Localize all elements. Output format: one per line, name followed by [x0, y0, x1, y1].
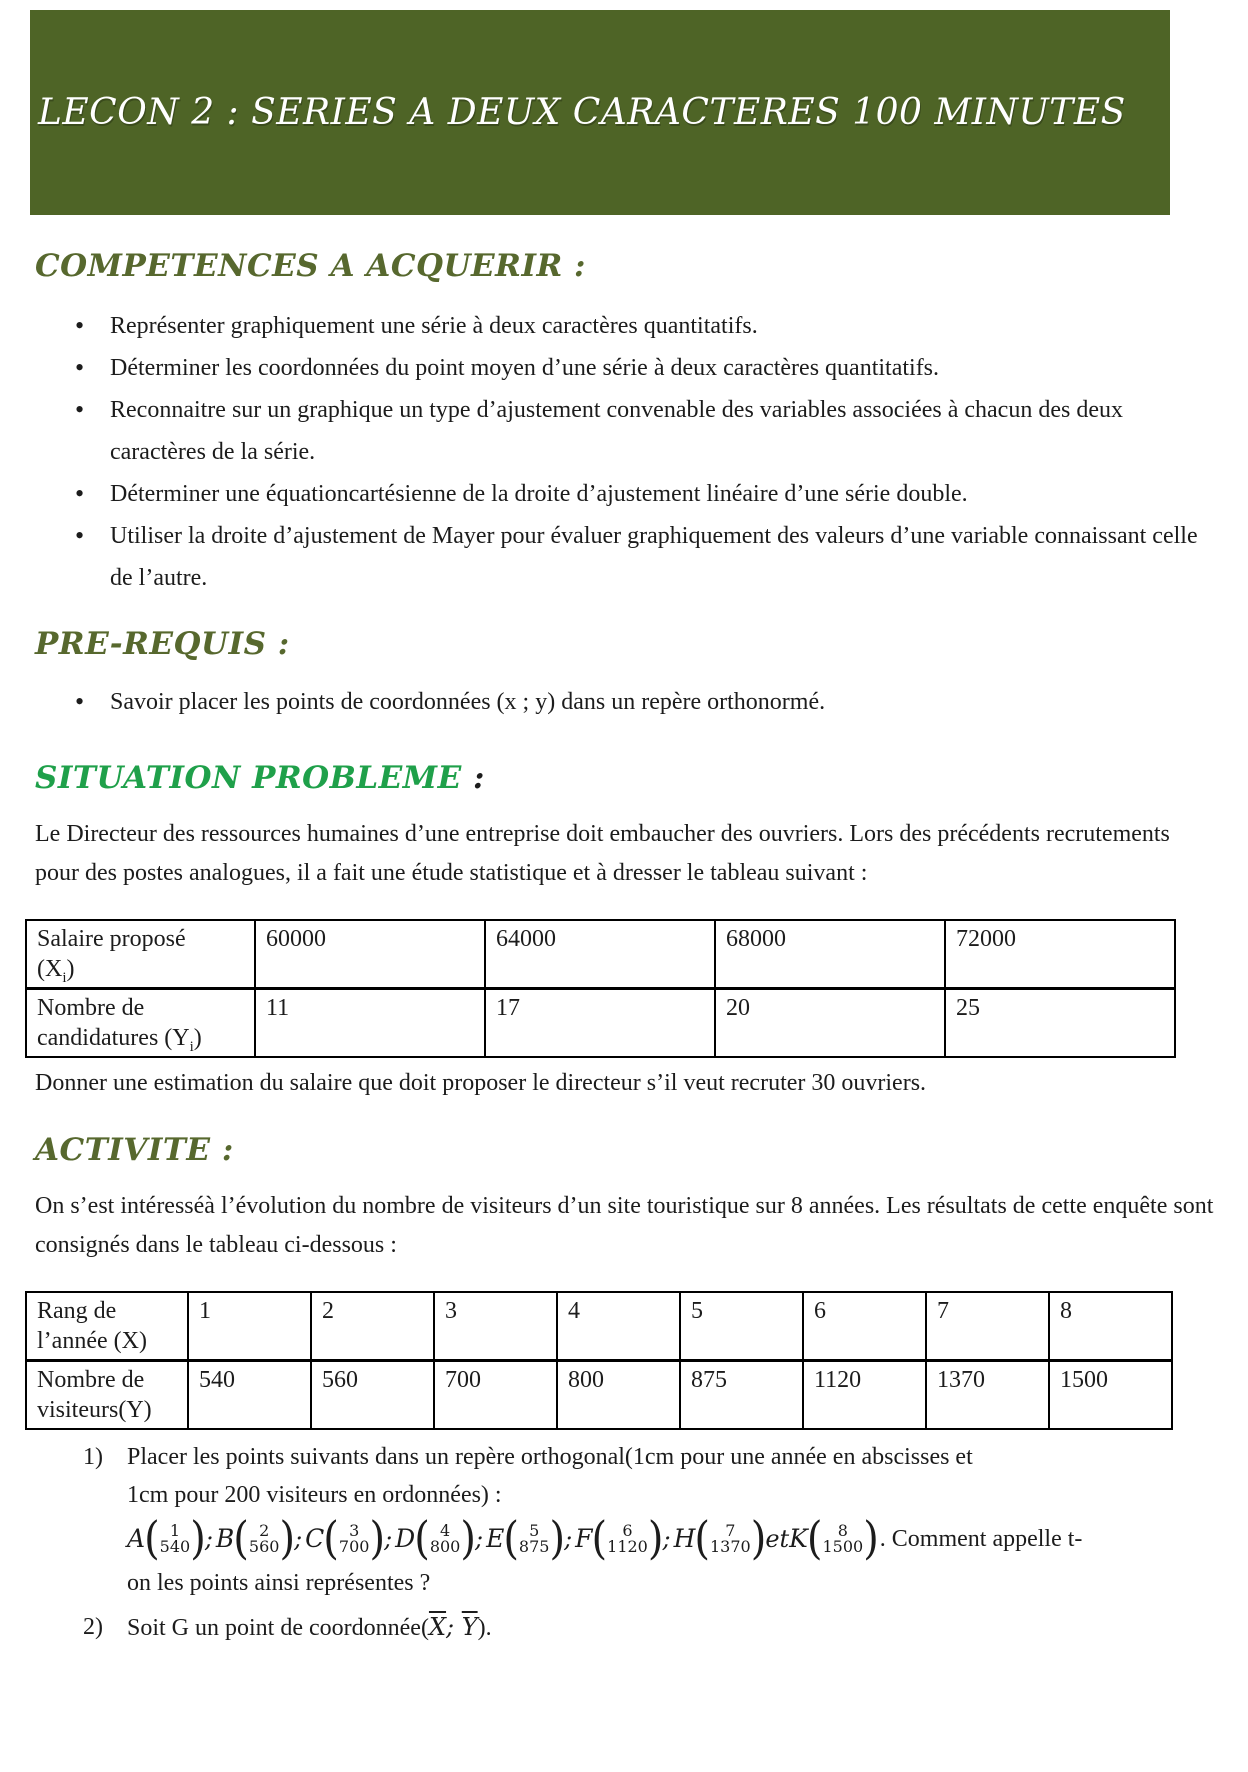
row-label-subscript: i: [189, 1038, 194, 1055]
table-row: [26, 920, 1175, 989]
question-1-line2: 1cm pour 200 visiteurs en ordonnées) :: [127, 1482, 502, 1508]
questions-list: [35, 1438, 1215, 1647]
row-label-line2-end: ): [66, 956, 75, 982]
table-cell: 5: [680, 1292, 803, 1361]
row-label-line1: Nombre de: [37, 995, 145, 1021]
points-connector: et: [765, 1525, 790, 1553]
question-number: 2): [83, 1614, 103, 1640]
section-heading-activite: ACTIVITE :: [35, 1132, 234, 1168]
table-cell: 17: [485, 989, 715, 1058]
document-page: [0, 10, 1248, 1772]
lesson-banner: [30, 10, 1170, 215]
row-label-line2: visiteurs(Y): [37, 1397, 152, 1423]
bullet-item: • Déterminer les coordonnées du point moyen d’une série à deux caractères quantitatifs.: [35, 347, 1215, 389]
situation-paragraph: Le Directeur des ressources humaines d’une entreprise doit embaucher des ouvriers. Lors des précédents recrutements pour des postes analogues, il a fait une étude statistique et à dresser le tableau suivant :: [35, 821, 1170, 886]
estimation-text: Donner une estimation du salaire que doit proposer le directeur s’il veut recruter 30 ouvriers.: [35, 1070, 927, 1096]
point-F: F ( 6 1120 ): [575, 1513, 664, 1565]
point-A: A ( 1 540 ): [127, 1513, 206, 1565]
question-2-text: Soit G un point de coordonnée(: [127, 1615, 429, 1641]
point-H: H ( 7 1370 ): [673, 1513, 767, 1565]
table-row: [26, 1361, 1172, 1430]
table-cell: 1370: [926, 1361, 1049, 1430]
point-K: K ( 8 1500 ): [789, 1513, 879, 1565]
table-cell: 8: [1049, 1292, 1172, 1361]
table-cell: 2: [311, 1292, 434, 1361]
point-E: E ( 5 875 ): [486, 1513, 566, 1565]
question-1-line1: Placer les points suivants dans un repère orthogonal(1cm pour une année en abscisses et: [127, 1444, 973, 1470]
situation-heading-text: SITUATION PROBLEME: [35, 760, 462, 796]
x-bar: $\overline{X}$: [428, 1613, 447, 1641]
table-cell: 800: [557, 1361, 680, 1430]
activite-intro: On s’est intéresséà l’évolution du nombre de visiteurs d’un site touristique sur 8 années. Les résultats de cette enquête sont consignés dans le tableau ci-dessous :: [35, 1193, 1214, 1258]
row-label: [26, 1361, 188, 1430]
table-cell: 6: [803, 1292, 926, 1361]
table-cell: 540: [188, 1361, 311, 1430]
salary-table: [25, 919, 1176, 1058]
point-B: B ( 2 560 ): [215, 1513, 296, 1565]
table-row: [26, 989, 1175, 1058]
table-cell: 1: [188, 1292, 311, 1361]
table-cell: 7: [926, 1292, 1049, 1361]
point-C: C ( 3 700 ): [305, 1513, 386, 1565]
row-label-line1: Rang de: [37, 1298, 117, 1324]
table-cell: 25: [945, 989, 1175, 1058]
table-cell: 1500: [1049, 1361, 1172, 1430]
table-row: [26, 1292, 1172, 1361]
section-heading-competences: COMPETENCES A ACQUERIR :: [35, 248, 586, 284]
section-heading-prerequis: PRE-REQUIS :: [35, 626, 290, 662]
row-label: [26, 1292, 188, 1361]
row-label-line1: Nombre de: [37, 1367, 145, 1393]
mean-point-coords: $\overline{X}$; $\overline{Y}$: [428, 1613, 478, 1641]
situation-heading-colon: :: [461, 760, 485, 796]
table-cell: 11: [255, 989, 485, 1058]
row-label: [26, 920, 255, 989]
math-points-line: A ( 1 540 ) ; B ( 2 560 ) ; C ( 3 700 ) ; D ( 4 800 ) ; E ( 5 875 ) ; F ( 6 1120 ) ; H ( 7 1370 ) et K ( 8 1500 ) . Comment appelle t-: [127, 1513, 1083, 1565]
bullet-item: • Représenter graphiquement une série à deux caractères quantitatifs.: [35, 305, 1215, 347]
y-bar: $\overline{Y}$: [461, 1613, 478, 1641]
question-number: 1): [83, 1444, 103, 1470]
prerequis-bullet-list: [35, 681, 1215, 723]
row-label-line2-end: ): [193, 1025, 202, 1051]
row-label-subscript: i: [62, 969, 67, 986]
table-cell: 72000: [945, 920, 1175, 989]
row-label-line2: l’année (X): [37, 1328, 147, 1354]
points-tail-text: . Comment appelle t-: [879, 1526, 1083, 1552]
table-cell: 3: [434, 1292, 557, 1361]
bullet-item: • Utiliser la droite d’ajustement de Mayer pour évaluer graphiquement des valeurs d’une variable connaissant celle de l’autre.: [35, 515, 1215, 599]
bullet-item: • Déterminer une équationcartésienne de la droite d’ajustement linéaire d’une série double.: [35, 473, 1215, 515]
question-1: [35, 1438, 1215, 1602]
visitors-table: [25, 1291, 1173, 1430]
table-cell: 20: [715, 989, 945, 1058]
table-cell: 64000: [485, 920, 715, 989]
section-heading-situation: [35, 757, 1215, 799]
page-content: [35, 245, 1215, 1647]
row-label-line2: (X: [37, 956, 63, 982]
row-label-line1: Salaire proposé: [37, 926, 186, 952]
lesson-title: LECON 2 : SERIES A DEUX CARACTERES 100 MINUTES: [38, 92, 1126, 133]
question-1-line3: on les points ainsi représentes ?: [127, 1570, 431, 1596]
table-cell: 68000: [715, 920, 945, 989]
bullet-item: • Savoir placer les points de coordonnées (x ; y) dans un repère orthonormé.: [35, 681, 1215, 723]
table-cell: 700: [434, 1361, 557, 1430]
table-cell: 60000: [255, 920, 485, 989]
competences-bullet-list: [35, 305, 1215, 599]
row-label: [26, 989, 255, 1058]
row-label-line2: candidatures (Y: [37, 1025, 190, 1051]
question-2: 2) Soit G un point de $coordonnée(\overline{X}$; $\overline{Y}$).: [35, 1608, 1215, 1647]
table-cell: 4: [557, 1292, 680, 1361]
table-cell: 1120: [803, 1361, 926, 1430]
bullet-item: • Reconnaitre sur un graphique un type d’ajustement convenable des variables associées à chacun des deux caractères de la série.: [35, 389, 1215, 473]
table-cell: 560: [311, 1361, 434, 1430]
table-cell: 875: [680, 1361, 803, 1430]
point-D: D ( 4 800 ): [395, 1513, 476, 1565]
